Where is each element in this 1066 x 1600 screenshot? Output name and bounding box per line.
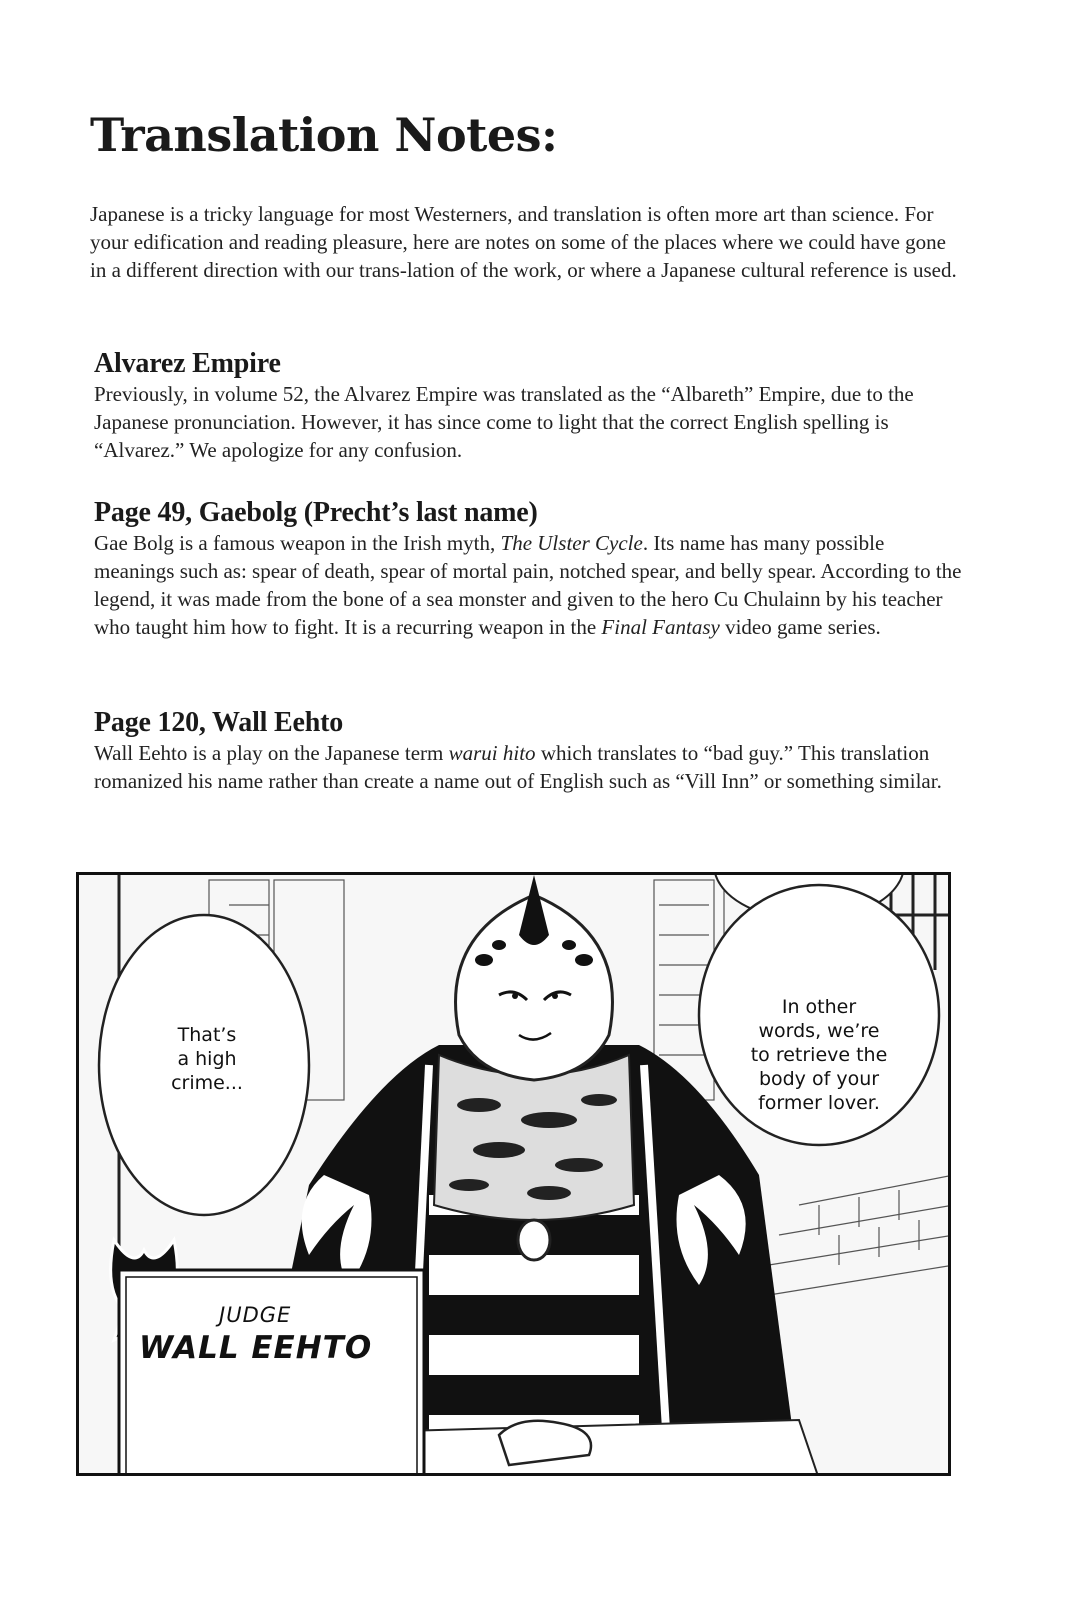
note-alvarez-empire: [94, 348, 964, 464]
bubble-line: former lover.: [758, 1092, 880, 1114]
note-heading: Page 120, Wall Eehto: [94, 707, 344, 738]
note-body: [94, 380, 964, 464]
page-title: Translation Notes:: [90, 108, 558, 162]
note-wall-eehto: [94, 707, 964, 795]
text-run: Previously, in volume 52, the Alvarez Empire was translated as the “Albareth” Empire, due to the Japanese pronunciation. However, it has since come to light that the correct English spelling is “Alvarez.” We apologize for any confusion.: [94, 382, 914, 462]
note-heading: Page 49, Gaebolg (Precht’s last name): [94, 497, 538, 528]
note-gaebolg: [94, 497, 964, 641]
bubble-line: crime...: [171, 1072, 243, 1094]
text-run: . Its name has many possible meanings such as: spear of death, spear of mortal pain, notched spear, and belly spear. According to the legend, it was made from the bone of a sea monster and given to the hero Cu Chulainn by his teacher who taught him how to fight. It is a recurring weapon in the: [94, 531, 962, 639]
intro-paragraph: Japanese is a tricky language for most Westerners, and translation is often more art than science. For your edification and reading pleasure, here are notes on some of the places where we could have gone in a different direction with our trans-lation of the work, or where a Japanese cultural reference is used.: [90, 202, 957, 282]
text-run: video game series.: [719, 615, 881, 639]
bubble-line: to retrieve the: [750, 1044, 888, 1066]
bubble-line: a high: [177, 1048, 237, 1070]
manga-panel: [76, 872, 951, 1476]
manga-artwork: [79, 875, 951, 1476]
bubble-line: body of your: [758, 1068, 880, 1090]
bubble-line: In other: [781, 996, 857, 1018]
speech-bubble-left: [147, 1023, 267, 1095]
text-run: Wall Eehto is a play on the Japanese term: [94, 741, 449, 765]
bubble-line: That’s: [177, 1024, 237, 1046]
caption-label: JUDGE: [219, 1303, 292, 1327]
note-heading: Alvarez Empire: [94, 348, 281, 379]
text-run: which translates to “bad guy.” This translation romanized his name rather than create a name out of English such as “Vill Inn” or something similar.: [94, 741, 942, 793]
note-body: [94, 739, 964, 795]
italic-title: warui hito: [448, 741, 536, 765]
bubble-line: words, we’re: [758, 1020, 880, 1042]
caption-character-name: WALL EEHTO: [139, 1330, 373, 1366]
note-body: [94, 529, 964, 641]
speech-bubble-right: [744, 995, 894, 1115]
italic-title: The Ulster Cycle: [500, 531, 643, 555]
italic-title: Final Fantasy: [601, 615, 720, 639]
text-run: Gae Bolg is a famous weapon in the Irish myth,: [94, 531, 501, 555]
